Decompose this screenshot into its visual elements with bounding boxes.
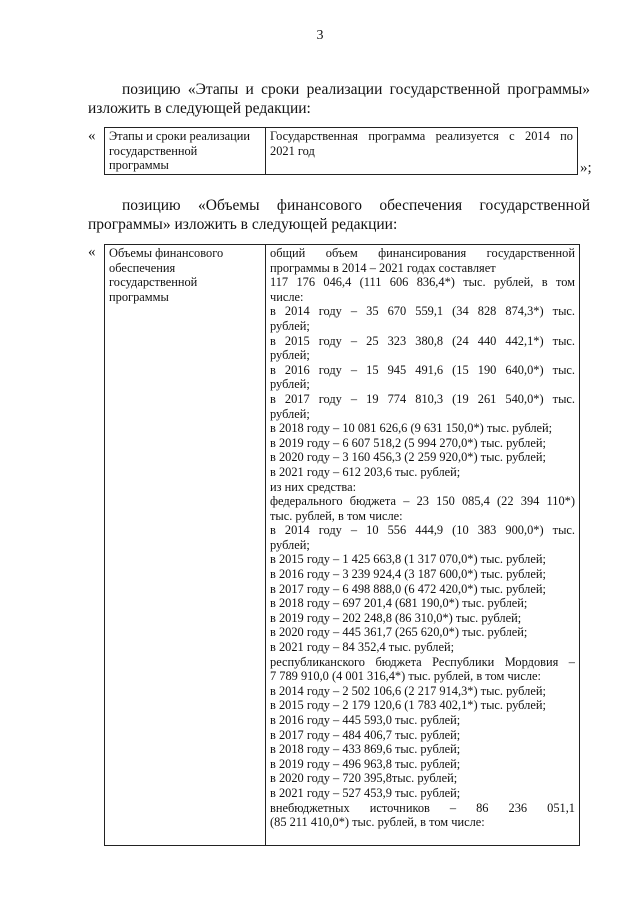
paragraph-line: изложить в следующей редакции: xyxy=(88,100,311,117)
table-cell-label xyxy=(105,245,266,846)
cell-line: в 2020 году – 445 361,7 (265 620,0*) тыс. рублей; xyxy=(270,625,528,640)
cell-line: в 2016 году – 3 239 924,4 (3 187 600,0*) тыс. рублей; xyxy=(270,567,546,582)
cell-line: в 2020 году – 3 160 456,3 (2 259 920,0*) тыс. рублей; xyxy=(270,450,546,465)
cell-line: в 2017 году – 6 498 888,0 (6 472 420,0*) тыс. рублей; xyxy=(270,581,546,596)
cell-line: программы в 2014 – 2021 годах составляет xyxy=(270,260,496,275)
cell-line: республиканского бюджета Республики Мордовия – xyxy=(270,654,575,669)
cell-line: в 2014 году – 10 556 444,9 (10 383 900,0*) тыс. xyxy=(270,523,575,538)
cell-line: рублей; xyxy=(270,348,310,363)
cell-line: общий объем финансирования государственной xyxy=(270,246,575,260)
cell-line: федерального бюджета – 23 150 085,4 (22 394 110*) xyxy=(270,494,575,509)
cell-line: рублей; xyxy=(270,318,310,333)
close-quote: »; xyxy=(580,160,592,176)
cell-line: в 2021 году – 84 352,4 тыс. рублей; xyxy=(270,640,455,655)
cell-line: рублей; xyxy=(270,537,310,552)
cell-line: в 2017 году – 484 406,7 тыс. рублей; xyxy=(270,727,461,742)
cell-line: Объемы финансового xyxy=(109,246,224,260)
cell-line: (85 211 410,0*) тыс. рублей, в том числе: xyxy=(270,815,485,830)
cell-line: рублей; xyxy=(270,377,310,392)
cell-line: в 2014 году – 35 670 559,1 (34 828 874,3*) тыс. xyxy=(270,304,575,319)
cell-line: программы xyxy=(109,158,169,173)
cell-line: в 2018 году – 697 201,4 (681 190,0*) тыс. рублей; xyxy=(270,596,528,611)
table-row xyxy=(105,128,578,175)
cell-line: Государственная программа реализуется с 2014 по xyxy=(270,129,573,143)
cell-line: государственной xyxy=(109,275,198,290)
table-cell-value xyxy=(266,245,580,846)
cell-line: в 2019 году – 6 607 518,2 (5 994 270,0*) тыс. рублей; xyxy=(270,435,546,450)
cell-line: в 2017 году – 19 774 810,3 (19 261 540,0*) тыс. xyxy=(270,391,575,406)
cell-line: Этапы и сроки реализации xyxy=(109,129,251,143)
cell-line: обеспечения xyxy=(109,260,176,275)
cell-line: в 2015 году – 25 323 380,8 (24 440 442,1*) тыс. xyxy=(270,333,575,348)
paragraph-line: позицию «Этапы и сроки реализации государственной программы» xyxy=(122,81,590,98)
cell-line: в 2016 году – 15 945 491,6 (15 190 640,0*) тыс. xyxy=(270,362,575,377)
cell-line: в 2014 году – 2 502 106,6 (2 217 914,3*) тыс. рублей; xyxy=(270,683,546,698)
table-cell-label xyxy=(105,128,266,175)
cell-line: 2021 год xyxy=(270,143,315,158)
cell-line: программы xyxy=(109,289,169,304)
cell-line: внебюджетных источников – 86 236 051,1 xyxy=(270,800,575,815)
cell-line: государственной xyxy=(109,143,198,158)
cell-line: в 2018 году – 433 869,6 тыс. рублей; xyxy=(270,742,461,757)
cell-line: 117 176 046,4 (111 606 836,4*) тыс. рублей, в том xyxy=(270,275,575,290)
paragraph-volumes xyxy=(88,196,590,234)
cell-line: из них средства: xyxy=(270,479,357,494)
cell-line: в 2021 году – 612 203,6 тыс. рублей; xyxy=(270,464,461,479)
open-quote: « xyxy=(88,244,96,260)
paragraph-line: позицию «Объемы финансового обеспечения государственной xyxy=(122,197,590,214)
cell-line: в 2018 году – 10 081 626,6 (9 631 150,0*) тыс. рублей; xyxy=(270,421,553,436)
cell-line: 7 789 910,0 (4 001 316,4*) тыс. рублей, в том числе: xyxy=(270,669,541,684)
cell-line: в 2016 году – 445 593,0 тыс. рублей; xyxy=(270,713,461,727)
table-row xyxy=(105,245,580,846)
financing-table xyxy=(104,244,580,846)
cell-line: в 2021 году – 527 453,9 тыс. рублей; xyxy=(270,785,461,800)
cell-line: числе: xyxy=(270,289,304,304)
cell-line: в 2019 году – 496 963,8 тыс. рублей; xyxy=(270,756,461,771)
paragraph-stages xyxy=(88,80,590,118)
paragraph-line: программы» изложить в следующей редакции: xyxy=(88,216,398,233)
cell-line: тыс. рублей, в том числе: xyxy=(270,508,403,523)
cell-line: в 2015 году – 1 425 663,8 (1 317 070,0*) тыс. рублей; xyxy=(270,552,546,567)
page-number: 3 xyxy=(316,28,324,43)
stages-table xyxy=(104,127,578,175)
table-cell-value xyxy=(266,128,578,175)
cell-line: в 2020 году – 720 395,8тыс. рублей; xyxy=(270,771,458,786)
open-quote: « xyxy=(88,128,96,144)
cell-line: рублей; xyxy=(270,406,310,421)
cell-line: в 2015 году – 2 179 120,6 (1 783 402,1*) тыс. рублей; xyxy=(270,698,546,713)
cell-line: в 2019 году – 202 248,8 (86 310,0*) тыс. рублей; xyxy=(270,610,522,625)
